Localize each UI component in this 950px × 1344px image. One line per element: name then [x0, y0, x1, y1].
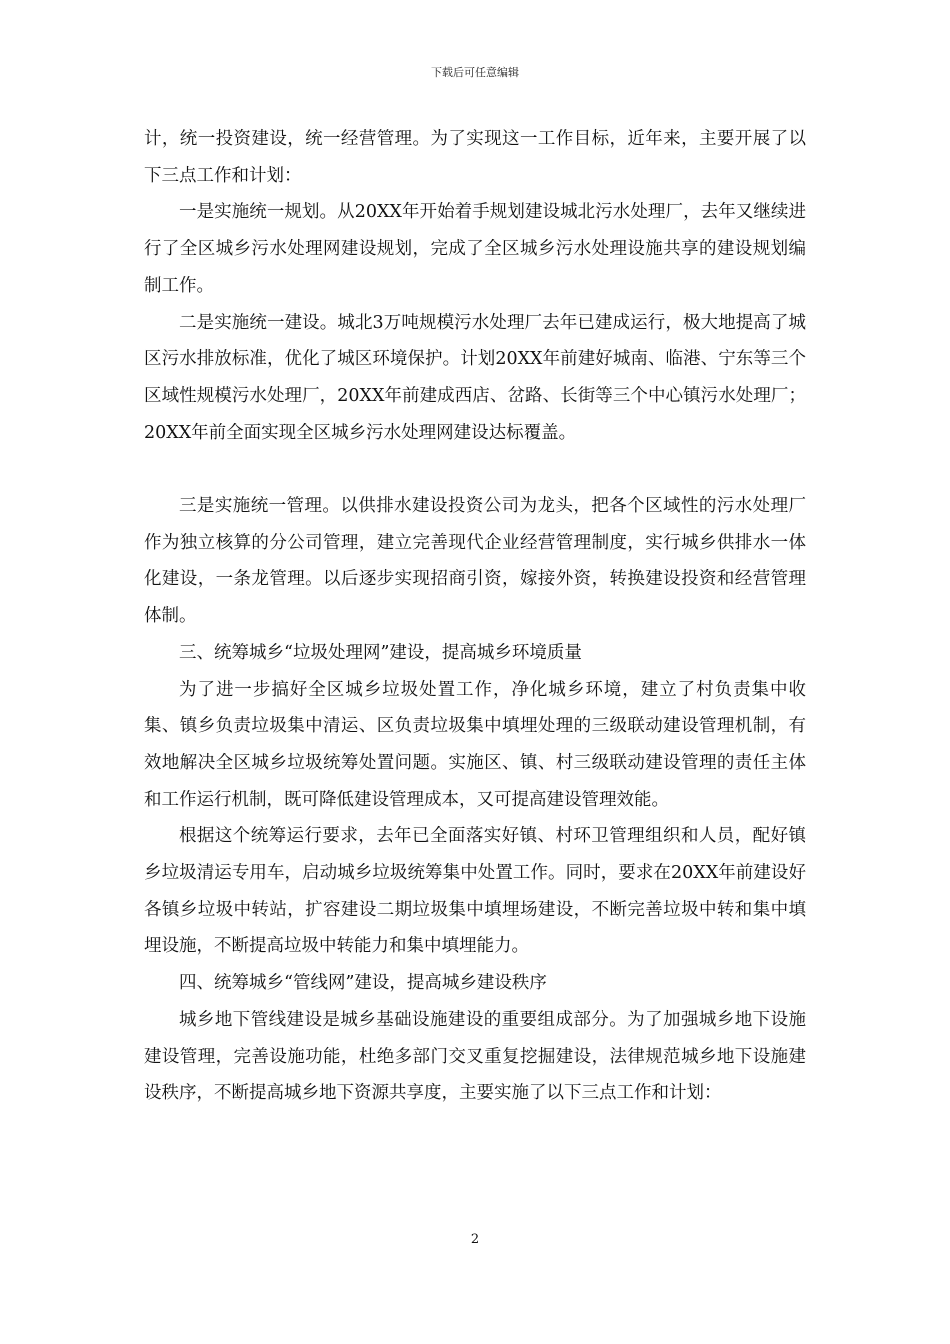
paragraph-garbage-requirements: 根据这个统筹运行要求，去年已全面落实好镇、村环卫管理组织和人员，配好镇乡垃圾清运专用车，启动城乡垃圾统筹集中处置工作。同时，要求在20XX年前建设好各镇乡垃圾中转站，扩容建设二期垃圾集中填埋场建设，不断完善垃圾中转和集中填埋设施，不断提高垃圾中转能力和集中填埋能力。 [144, 826, 806, 957]
document-body [144, 121, 806, 1112]
paragraph-pipeline-intro: 城乡地下管线建设是城乡基础设施建设的重要组成部分。为了加强城乡地下设施建设管理，完善设施功能，杜绝多部门交叉重复挖掘建设，法律规范城乡地下设施建设秩序，不断提高城乡地下资源共享度，主要实施了以下三点工作和计划： [144, 1009, 806, 1104]
page-header: 下载后可任意编辑 [431, 66, 519, 79]
page-number: 2 [470, 1232, 480, 1247]
paragraph-unified-management: 三是实施统一管理。以供排水建设投资公司为龙头，把各个区域性的污水处理厂作为独立核算的分公司管理，建立完善现代企业经营管理制度，实行城乡供排水一体化建设，一条龙管理。以后逐步实现招商引资，嫁接外资，转换建设投资和经营管理体制。 [144, 496, 806, 627]
paragraph-unified-construction: 二是实施统一建设。城北3万吨规模污水处理厂去年已建成运行，极大地提高了城区污水排放标准，优化了城区环境保护。计划20XX年前建好城南、临港、宁东等三个区域性规模污水处理厂，20XX年前建成西店、岔路、长街等三个中心镇污水处理厂；20XX年前全面实现全区城乡污水处理网建设达标覆盖。 [144, 312, 806, 443]
paragraph-continuation: 计，统一投资建设，统一经营管理。为了实现这一工作目标，近年来，主要开展了以下三点工作和计划： [144, 129, 806, 186]
paragraph-unified-planning: 一是实施统一规划。从20XX年开始着手规划建设城北污水处理厂，去年又继续进行了全区城乡污水处理网建设规划，完成了全区城乡污水处理设施共享的建设规划编制工作。 [144, 202, 806, 296]
section-heading-pipeline-network: 四、统筹城乡“管线网”建设，提高城乡建设秩序 [179, 973, 547, 994]
paragraph-garbage-mechanism: 为了进一步搞好全区城乡垃圾处置工作，净化城乡环境，建立了村负责集中收集、镇乡负责垃圾集中清运、区负责垃圾集中填埋处理的三级联动建设管理机制，有效地解决全区城乡垃圾统筹处置问题。实施区、镇、村三级联动建设管理的责任主体和工作运行机制，既可降低建设管理成本，又可提高建设管理效能。 [144, 679, 806, 810]
blank-line [144, 451, 806, 488]
section-heading-garbage-network: 三、统筹城乡“垃圾处理网”建设，提高城乡环境质量 [179, 642, 582, 663]
